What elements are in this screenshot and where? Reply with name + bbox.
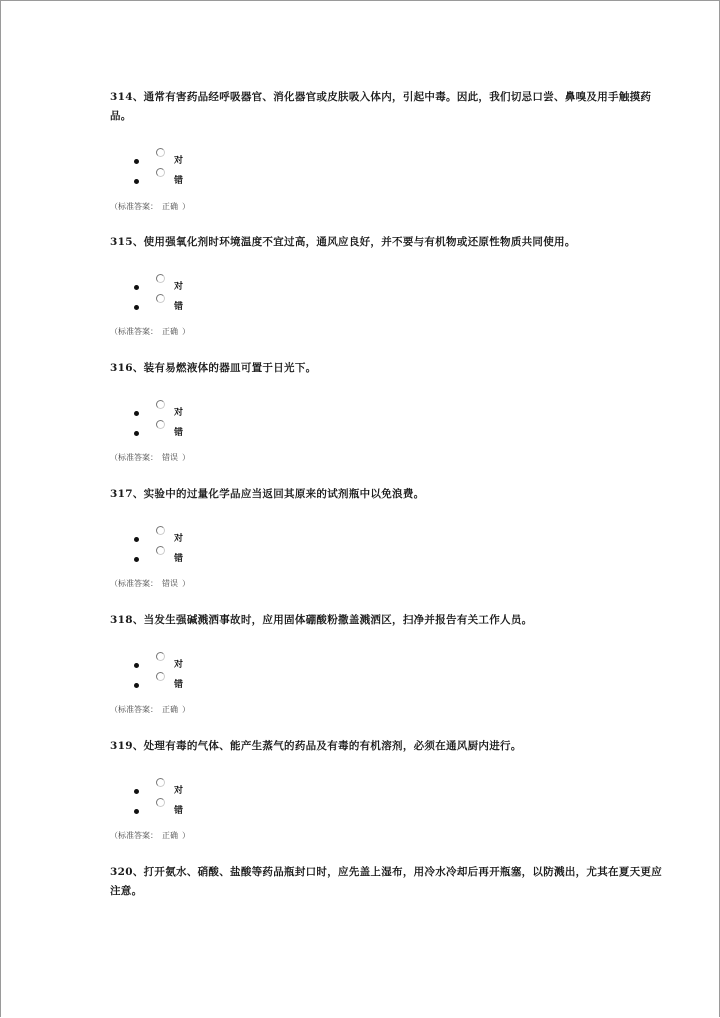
bullet-icon xyxy=(134,683,139,688)
answer-prefix: （标准答案： xyxy=(110,202,158,211)
answer-suffix: ） xyxy=(182,327,190,336)
question-316 xyxy=(110,359,670,378)
option-label: 对 xyxy=(174,282,184,292)
answer-suffix: ） xyxy=(182,453,190,462)
bullet-icon xyxy=(134,179,139,184)
question-315 xyxy=(110,233,670,252)
radio-false[interactable] xyxy=(156,546,165,555)
option-label: 错 xyxy=(174,554,184,564)
option-label: 对 xyxy=(174,660,184,670)
radio-true[interactable] xyxy=(156,526,165,535)
answer-value: 正确 xyxy=(162,327,178,336)
standard-answer xyxy=(110,201,194,212)
answer-suffix: ） xyxy=(182,705,190,714)
radio-true[interactable] xyxy=(156,400,165,409)
option-label: 错 xyxy=(174,428,184,438)
standard-answer xyxy=(110,578,194,589)
question-text: 315、使用强氧化剂时环境温度不宜过高，通风应良好，并不要与有机物或还原性物质共同使用。 xyxy=(110,236,576,248)
option-label: 错 xyxy=(174,680,184,690)
bullet-icon xyxy=(134,285,139,290)
option-label: 错 xyxy=(174,176,184,186)
question-317 xyxy=(110,485,670,504)
radio-true[interactable] xyxy=(156,652,165,661)
bullet-icon xyxy=(134,305,139,310)
question-text: 317、实验中的过量化学品应当返回其原来的试剂瓶中以免浪费。 xyxy=(110,488,425,500)
bullet-icon xyxy=(134,159,139,164)
bullet-icon xyxy=(134,789,139,794)
question-314 xyxy=(110,88,670,126)
answer-prefix: （标准答案： xyxy=(110,453,158,462)
question-text: 318、当发生强碱溅洒事故时，应用固体硼酸粉撒盖溅洒区，扫净并报告有关工作人员。 xyxy=(110,614,533,626)
radio-false[interactable] xyxy=(156,294,165,303)
option-label: 对 xyxy=(174,408,184,418)
option-label: 对 xyxy=(174,156,184,166)
question-320 xyxy=(110,863,670,901)
bullet-icon xyxy=(134,663,139,668)
radio-false[interactable] xyxy=(156,798,165,807)
option-label: 错 xyxy=(174,302,184,312)
question-text: 316、装有易燃液体的器皿可置于日光下。 xyxy=(110,362,317,374)
answer-value: 正确 xyxy=(162,831,178,840)
bullet-icon xyxy=(134,557,139,562)
answer-suffix: ） xyxy=(182,202,190,211)
radio-false[interactable] xyxy=(156,420,165,429)
answer-value: 错误 xyxy=(162,453,178,462)
question-text: 320、打开氨水、硝酸、盐酸等药品瓶封口时，应先盖上湿布，用冷水冷却后再开瓶塞，以防溅出，尤其在夏天更应注意。 xyxy=(110,866,663,897)
answer-prefix: （标准答案： xyxy=(110,579,158,588)
question-text: 319、处理有毒的气体、能产生蒸气的药品及有毒的有机溶剂，必须在通风厨内进行。 xyxy=(110,740,522,752)
answer-value: 错误 xyxy=(162,579,178,588)
option-label: 对 xyxy=(174,786,184,796)
bullet-icon xyxy=(134,431,139,436)
standard-answer xyxy=(110,452,194,463)
option-label: 错 xyxy=(174,806,184,816)
question-318 xyxy=(110,611,670,630)
bullet-icon xyxy=(134,411,139,416)
answer-value: 正确 xyxy=(162,202,178,211)
bullet-icon xyxy=(134,537,139,542)
question-text: 314、通常有害药品经呼吸器官、消化器官或皮肤吸入体内，引起中毒。因此，我们切忌口尝、鼻嗅及用手触摸药品。 xyxy=(110,91,652,122)
answer-prefix: （标准答案： xyxy=(110,831,158,840)
radio-true[interactable] xyxy=(156,148,165,157)
answer-suffix: ） xyxy=(182,831,190,840)
question-319 xyxy=(110,737,670,756)
answer-suffix: ） xyxy=(182,579,190,588)
bullet-icon xyxy=(134,809,139,814)
radio-true[interactable] xyxy=(156,778,165,787)
option-label: 对 xyxy=(174,534,184,544)
answer-prefix: （标准答案： xyxy=(110,705,158,714)
radio-true[interactable] xyxy=(156,274,165,283)
radio-false[interactable] xyxy=(156,168,165,177)
standard-answer xyxy=(110,326,194,337)
standard-answer xyxy=(110,704,194,715)
radio-false[interactable] xyxy=(156,672,165,681)
standard-answer xyxy=(110,830,194,841)
answer-prefix: （标准答案： xyxy=(110,327,158,336)
answer-value: 正确 xyxy=(162,705,178,714)
